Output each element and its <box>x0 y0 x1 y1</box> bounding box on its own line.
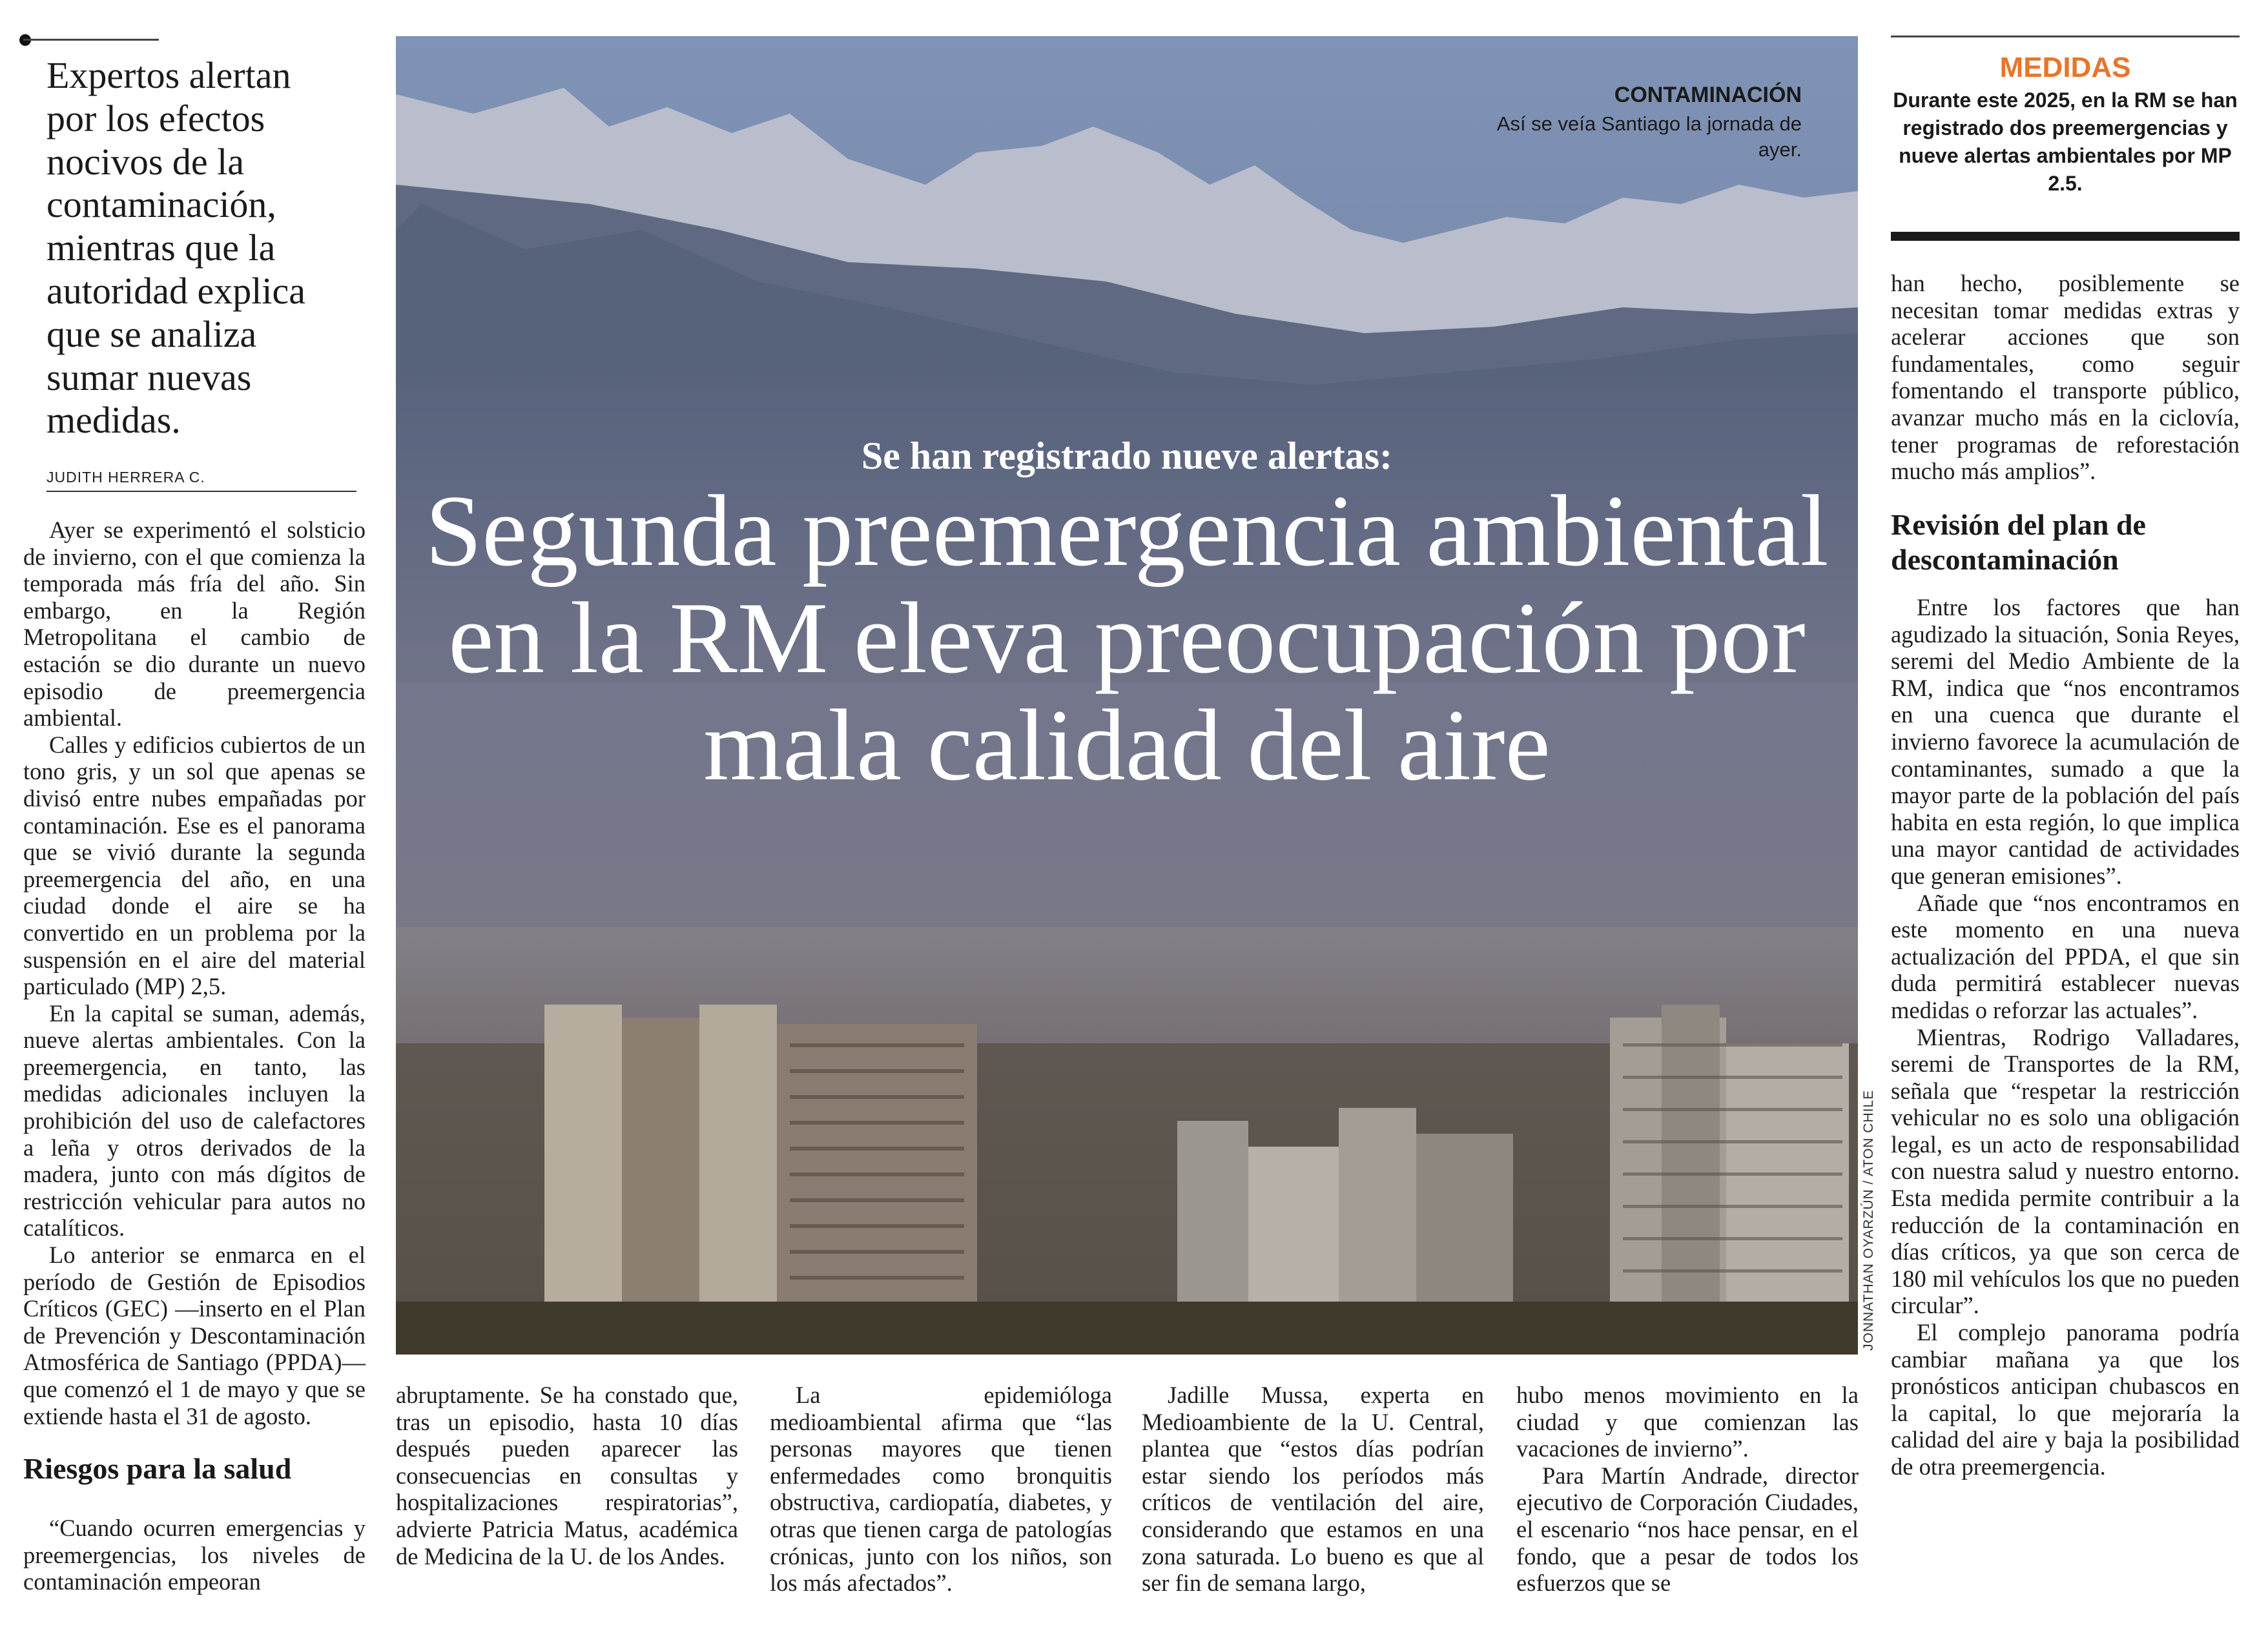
byline-rule <box>46 491 356 492</box>
paragraph: abruptamente. Se ha constado que, tras un episodio, hasta 10 días después pueden aparecer las consecuencias en consultas y hospitalizaciones respiratorias”, advierte Patricia Matus, académica de Medicina de la U. de los Andes. <box>396 1382 738 1570</box>
paragraph: Calles y edificios cubiertos de un tono gris, y un sol que apenas se divisó entre nubes empañadas por contaminación. Ese es el panorama que se vivió durante la segunda preemergencia del año, en una ciudad donde el aire se ha convertido en un problema por la suspensión en el aire del material particulado (MP) 2,5. <box>23 731 366 1000</box>
photo-caption-text: Así se veía Santiago la jornada de ayer. <box>1496 112 1802 161</box>
paragraph: En la capital se suman, además, nueve alertas ambientales. Con la preemergencia, en tanto, las medidas adicionales incluyen la prohibición del uso de calefactores a leña y otros derivados de la madera, junto con más dígitos de restricción vehicular para autos no catalíticos. <box>23 999 366 1242</box>
paragraph: La epidemióloga medioambiental afirma que “las personas mayores que tienen enfermedades como bronquitis obstructiva, cardiopatía, diabetes, y otras que tienen carga de patologías crónicas, junto con los niños, son los más afectados”. <box>770 1382 1112 1597</box>
top-rule-right <box>1891 36 2240 37</box>
paragraph: Para Martín Andrade, director ejecutivo de Corporación Ciudades, el escenario “nos hace pensar, en el fondo, que a pesar de todos los esfuerzos que se <box>1516 1462 1859 1597</box>
paragraph: Ayer se experimentó el solsticio de invierno, con el que comienza la temporada más fría del año. Sin embargo, en la Región Metropolitana el cambio de estación se dio durante un nuevo episodio de preemergencia ambiental. <box>23 517 366 732</box>
paragraph: Lo anterior se enmarca en el período de Gestión de Episodios Críticos (GEC) —inserto en el Plan de Prevención y Descontaminación Atmosférica de Santiago (PPDA)— que comenzó el 1 de mayo y que se extiende hasta el 31 de agosto. <box>23 1242 366 1429</box>
paragraph: “Cuando ocurren emergencias y preemergencias, los niveles de contaminación empeoran <box>23 1515 366 1595</box>
article-column-2 <box>396 1382 738 1570</box>
article-column-1 <box>23 517 366 1429</box>
photo-credit: JONNATHAN OYARZÚN / ATON CHILE <box>1861 1089 1876 1351</box>
lead-standfirst: Expertos alertan por los efectos nocivos de la contaminación, mientras que la autoridad explica que se analiza sumar nuevas medidas. <box>46 54 305 442</box>
paragraph: Entre los factores que han agudizado la situación, Sonia Reyes, seremi del Medio Ambiente de la RM, indica que “nos encontramos en una cuenca que durante el invierno favorece la acumulación de contaminantes, sumado a que la mayor parte de la población del país habita en esta región, lo que implica una mayor cantidad de actividades que generan emisiones”. <box>1891 594 2240 889</box>
paragraph: Jadille Mussa, experta en Medioambiente de la U. Central, plantea que “estos días podrían estar siendo los períodos más críticos de ventilación del aire, considerando que estamos en una zona saturada. Lo bueno es que al ser fin de semana largo, <box>1142 1382 1484 1597</box>
paragraph: Mientras, Rodrigo Valladares, seremi de Transportes de la RM, señala que “respetar la restricción vehicular no es solo una obligación legal, es un acto de responsabilidad con nuestra salud y nuestro entorno. Esta medida permite contribuir a la reducción de la contaminación en días críticos, ya que son cerca de 180 mil vehículos los que no pueden circular”. <box>1891 1023 2240 1319</box>
paragraph: han hecho, posiblemente se necesitan tomar medidas extras y acelerar acciones que son fundamentales, como seguir fomentando el transporte público, avanzar mucho más en la ciclovía, tener programas de reforestación mucho más amplios”. <box>1891 270 2240 485</box>
article-column-3 <box>770 1382 1112 1597</box>
sidebar-label: MEDIDAS <box>1999 52 2131 83</box>
photo-caption-label: CONTAMINACIÓN <box>1614 83 1802 107</box>
paragraph: hubo menos movimiento en la ciudad y que comienzan las vacaciones de invierno”. <box>1516 1382 1859 1462</box>
subheading-revision: Revisión del plan de descontaminación <box>1891 508 2146 576</box>
article-column-6-cont <box>1891 594 2240 1480</box>
paragraph: Añade que “nos encontramos en este momento en una nueva actualización del PPDA, el que sin duda permitirá establecer nuevas medidas o reforzar las actuales”. <box>1891 889 2240 1023</box>
subheading-riesgos: Riesgos para la salud <box>23 1452 292 1485</box>
article-column-6 <box>1891 270 2240 485</box>
headline-kicker: Se han registrado nueve alertas: <box>861 435 1393 477</box>
article-column-4 <box>1142 1382 1484 1597</box>
article-column-5 <box>1516 1382 1859 1597</box>
top-rule-left <box>23 39 159 41</box>
headline: Segunda preemergencia ambiental en la RM eleva preocupación por mala calidad del aire <box>425 475 1829 802</box>
sidebar-bar <box>1891 232 2240 241</box>
byline: JUDITH HERRERA C. <box>46 469 205 486</box>
article-column-1-cont <box>23 1515 366 1595</box>
sidebar-text: Durante este 2025, en la RM se han registrado dos preemergencias y nueve alertas ambientales por MP 2.5. <box>1893 88 2238 195</box>
paragraph: El complejo panorama podría cambiar mañana ya que los pronósticos anticipan chubascos en la capital, lo que mejoraría la calidad del aire y baja la posibilidad de otra preemergencia. <box>1891 1319 2240 1480</box>
